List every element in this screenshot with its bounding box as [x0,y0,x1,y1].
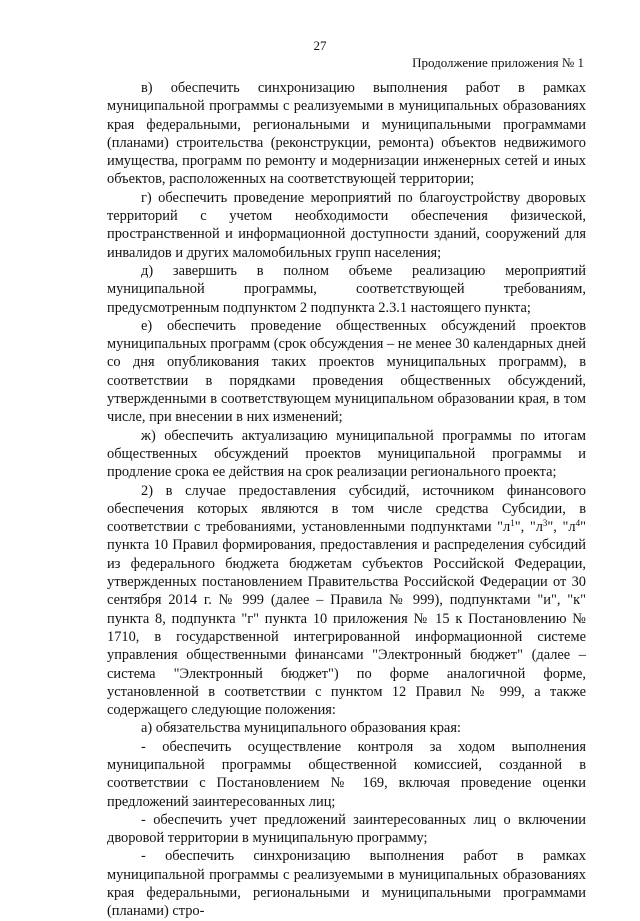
paragraph-v: в) обеспечить синхронизацию выполнения работ в рамках муниципальной программы с реализуемыми в муниципальных образованиях края федеральными, региональными и муниципальными программами (планами) строительства (реконструкции, ремонта) объектов недвижимого имущества, программ по ремонту и модернизации инженерных сетей и иных объектов, расположенных на соответствующей территории; [107,80,586,188]
bullet-proposals: - обеспечить учет предложений заинтересованных лиц о включении дворовой территории в муниципальную программу; [107,811,586,847]
superscript: 1 [510,518,515,529]
superscript: 4 [575,518,581,529]
appendix-note: Продолжение приложения № 1 [412,55,584,70]
superscript: 3 [542,518,548,529]
page-number: 27 [313,38,327,53]
document-body [107,79,586,921]
paragraph-2-text: ", "л [547,519,576,536]
paragraph-g: г) обеспечить проведение мероприятий по благоустройству дворовых территорий с учетом необходимости обеспечения физической, пространственной и информационной доступности зданий, сооружений для инвалидов и других маломобильных групп населения; [107,189,586,261]
paragraph-2-text: " пункта 10 Правил формирования, предоставления и распределения субсидий из федерального бюджета бюджетам субъектов Российской Федерации, утвержденных постановлением Правительства Российской Федерации от 30 сентября 2014 г. № 999 (далее – Правила № 999), подпунктами "и", "к" пункта 8, подпункта "г" пункта 10 приложения № 15 к Постановлению № 1710, в государственной интегрированной информационной системе управления общественными финансами "Электронный бюджет" (далее – система "Электронный бюджет") по форме аналогичной форме, установленной в соответствии с пунктом 12 Правил № 999, а также содержащего следующие положения: [107,519,586,719]
paragraph-e: е) обеспечить проведение общественных обсуждений проектов муниципальных программ (срок обсуждения – не менее 30 календарных дней со дня опубликования таких проектов муниципальных программ), в соответствии в порядками проведения общественных обсуждений, утвержденными в соответствующем муниципальном образовании края, в том числе, при внесении в них изменений; [107,317,586,426]
paragraph-2-text: ", "л [514,519,543,536]
paragraph-2 [107,482,586,720]
bullet-control: - обеспечить осуществление контроля за ходом выполнения муниципальной программы общественной комиссией, созданной в соответствии с Постановлением № 169, включая проведение оценки предложений заинтересованных лиц; [107,738,586,810]
paragraph-zh: ж) обеспечить актуализацию муниципальной программы по итогам общественных обсуждений проектов муниципальной программы и продление срока ее действия на срок реализации регионального проекта; [107,427,586,481]
bullet-sync: - обеспечить синхронизацию выполнения работ в рамках муниципальной программы с реализуемыми в муниципальных образованиях края федеральными, региональными и муниципальными программами (планами) стро- [107,848,586,920]
paragraph-a: а) обязательства муниципального образования края: [141,720,461,737]
paragraph-2-text: 2) в случае предоставления субсидий, источником финансового обеспечения которых являются в том числе средства Субсидии, в соответствии с требованиями, установленными подпунктами "л [107,482,586,536]
paragraph-d: д) завершить в полном объеме реализацию мероприятий муниципальной программы, соответствующей требованиям, предусмотренным подпунктом 2 подпункта 2.3.1 настоящего пункта; [107,262,586,316]
